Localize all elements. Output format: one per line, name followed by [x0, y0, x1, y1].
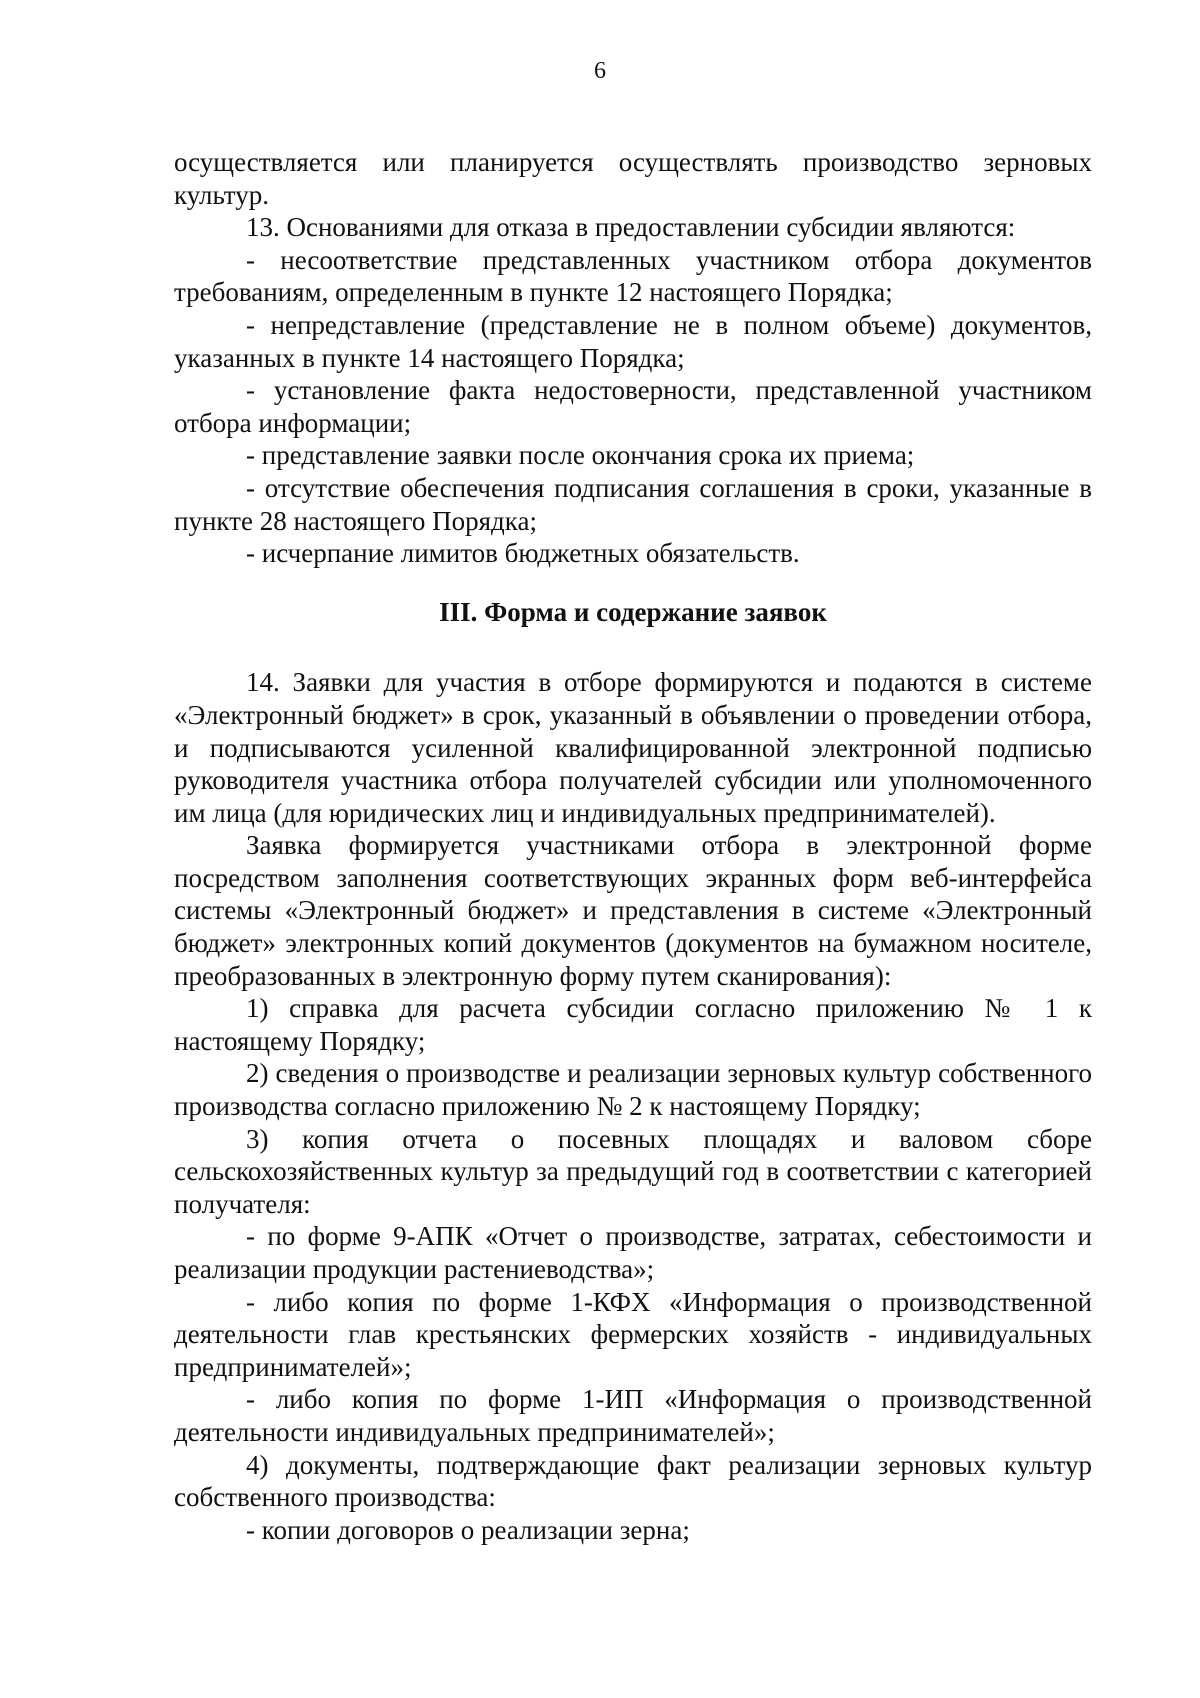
paragraph-continuation: осуществляется или планируется осуществлять производство зерновых культур.	[174, 147, 1092, 210]
paragraph: Заявка формируется участниками отбора в электронной форме посредством заполнения соответствующих экранных форм веб-интерфейса системы «Электронный бюджет» и представления в системе «Электронный бюджет» электронных копий документов (документов на бумажном носителе, преобразованных в электронную форму путем сканирования):	[174, 830, 1092, 991]
list-item: - несоответствие представленных участником отбора документов требованиям, определенным в пункте 12 настоящего Порядка;	[174, 244, 1092, 308]
page-number: 6	[594, 58, 606, 84]
list-item: 4) документы, подтверждающие факт реализации зерновых культур собственного производства:	[174, 1449, 1092, 1513]
list-item: - либо копия по форме 1-КФХ «Информация о производственной деятельности глав крестьянских фермерских хозяйств - индивидуальных предпринимателей»;	[174, 1286, 1092, 1382]
paragraph-item-14: 14. Заявки для участия в отборе формируются и подаются в системе «Электронный бюджет» в срок, указанный в объявлении о проведении отбора, и подписываются усиленной квалифицированной электронной подписью руководителя участника отбора получателей субсидии или уполномоченного им лица (для юридических лиц и индивидуальных предпринимателей).	[174, 667, 1092, 828]
list-item: 2) сведения о производстве и реализации зерновых культур собственного производства согласно приложению № 2 к настоящему Порядку;	[174, 1058, 1092, 1122]
document-body	[174, 146, 1092, 1546]
list-item: - установление факта недостоверности, представленной участником отбора информации;	[174, 375, 1092, 438]
list-item: - отсутствие обеспечения подписания соглашения в сроки, указанные в пункте 28 настоящего Порядка;	[174, 472, 1092, 536]
list-item: - по форме 9-АПК «Отчет о производстве, затратах, себестоимости и реализации продукции растениеводства»;	[174, 1221, 1092, 1284]
list-item: - копии договоров о реализации зерна;	[246, 1514, 690, 1545]
list-item: - представление заявки после окончания срока их приема;	[246, 440, 915, 471]
list-item: 3) копия отчета о посевных площадях и валовом сборе сельскохозяйственных культур за предыдущий год в соответствии с категорией получателя:	[174, 1123, 1092, 1219]
list-item: - либо копия по форме 1-ИП «Информация о производственной деятельности индивидуальных предпринимателей»;	[174, 1384, 1092, 1447]
section-heading: III. Форма и содержание заявок	[439, 596, 827, 627]
list-item: 1) справка для расчета субсидии согласно приложению № 1 к настоящему Порядку;	[174, 993, 1092, 1056]
list-item: - непредставление (представление не в полном объеме) документов, указанных в пункте 14 настоящего Порядка;	[174, 309, 1092, 373]
list-item: - исчерпание лимитов бюджетных обязательств.	[246, 538, 800, 569]
paragraph-item-13: 13. Основаниями для отказа в предоставлении субсидии являются:	[246, 212, 1016, 243]
